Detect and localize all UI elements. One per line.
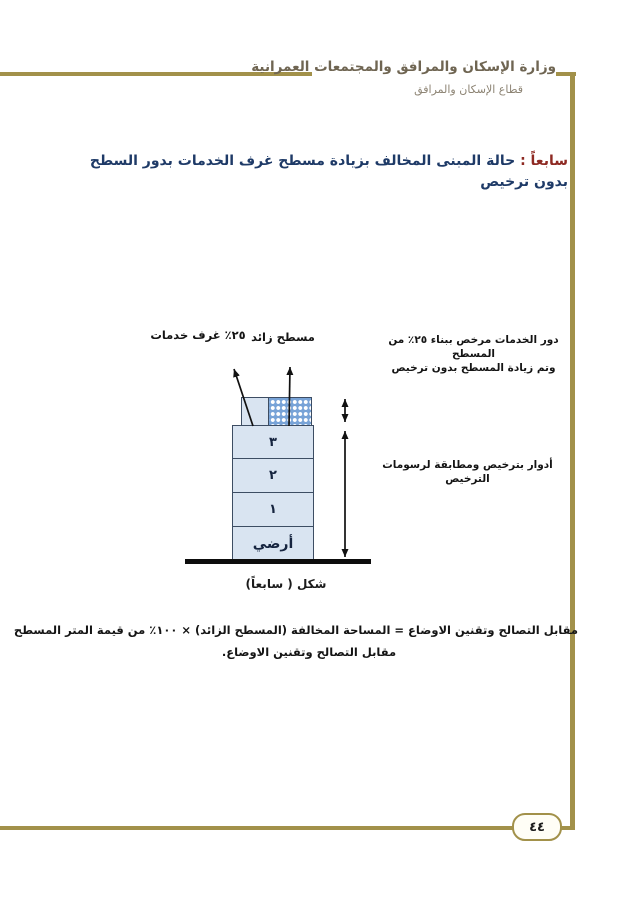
diagram-arrows — [150, 355, 400, 570]
section-title-text: حالة المبنى المخالف بزيادة مسطح غرف الخدمات بدور السطح بدون ترخيص — [89, 153, 568, 190]
floor-label: ٢ — [269, 468, 277, 483]
arrow-to-service-rooms-label — [234, 369, 253, 426]
ministry-name: وزارة الإسكان والمرافق والمجتمعات العمرانية — [251, 59, 556, 75]
note-licensed-floors: أدوار بترخيص ومطابقة لرسومات الترخيص — [382, 459, 553, 486]
floor-label: أرضي — [252, 535, 294, 552]
label-service-rooms: ٢٥٪ غرف خدمات — [150, 328, 246, 342]
arrow-to-excess-label — [289, 367, 290, 426]
note-roof-line2: وتم زيادة المسطح بدون ترخيص — [391, 362, 556, 375]
gold-rule-vertical — [570, 72, 575, 830]
floor-label: ٣ — [269, 434, 277, 450]
page-number-badge — [512, 813, 562, 841]
sector-name: قطاع الإسكان والمرافق — [414, 83, 523, 96]
page-number: ٤٤ — [529, 819, 545, 835]
gold-rule-bottom — [0, 826, 575, 830]
figure-caption: شكل ( سابعاً) — [245, 577, 327, 591]
label-excess-area: مسطح زائد — [251, 330, 315, 344]
section-title-prefix: سابعاً : — [515, 153, 568, 169]
note-roof-floor — [381, 333, 566, 376]
note-roof-line1: دور الخدمات مرخص ببناء ٢٥٪ من المسطح — [388, 334, 559, 361]
floor-label: ١ — [269, 502, 277, 517]
formula-line-1: مقابل التصالح وتقنين الاوضاع = المساحة المخالفة (المسطح الزائد) × ١٠٠٪ من قيمة المتر المسطح — [13, 623, 578, 637]
reconciliation-formula — [13, 620, 578, 664]
formula-line-2: مقابل التصالح وتقنين الاوضاع. — [221, 644, 397, 659]
section-title — [63, 151, 568, 193]
